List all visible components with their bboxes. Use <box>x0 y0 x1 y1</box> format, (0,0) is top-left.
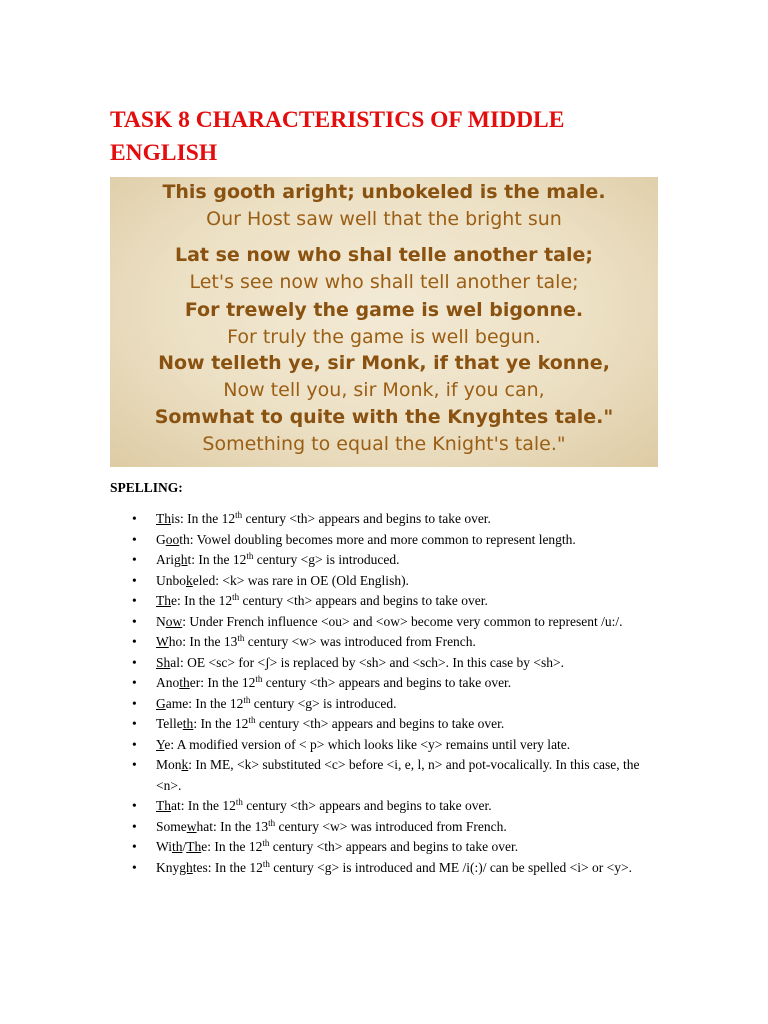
poem-line: Something to equal the Knight's tale." <box>202 433 566 455</box>
list-item: • Somewhat: In the 13th century <w> was introduced from French. <box>110 817 650 838</box>
list-item: • Aright: In the 12th century <g> is introduced. <box>110 550 650 571</box>
list-item: • Knyghtes: In the 12th century <g> is introduced and ME /i(:)/ can be spelled <i> or <y>. <box>110 858 650 879</box>
poem-line: Somwhat to quite with the Knyghtes tale." <box>154 406 614 428</box>
list-item: • This: In the 12th century <th> appears and begins to take over. <box>110 509 650 530</box>
poem-line: Our Host saw well that the bright sun <box>206 208 562 230</box>
spelling-term: Ye <box>156 736 171 752</box>
list-item: • Ye: A modified version of < p> which looks like <y> remains until very late. <box>110 735 650 756</box>
list-item: • That: In the 12th century <th> appears and begins to take over. <box>110 796 650 817</box>
spelling-term: Somewhat <box>156 818 214 834</box>
spelling-term: Aright <box>156 552 192 567</box>
spelling-term: Now <box>156 613 183 629</box>
list-item: • Telleth: In the 12th century <th> appears and begins to take over. <box>110 714 650 735</box>
spelling-term: Unbokeled <box>156 572 216 588</box>
spelling-term: With/The <box>156 839 208 854</box>
list-item: • Monk: In ME, <k> substituted <c> before <i, e, l, n> and pot-vocalically. In this case, the <n>. <box>110 755 650 796</box>
spelling-term: Gooth <box>156 531 190 547</box>
spelling-term: Another <box>156 675 201 690</box>
list-item: • Unbokeled: <k> was rare in OE (Old English). <box>110 571 650 592</box>
poem-line: For trewely the game is wel bigonne. <box>184 299 584 321</box>
poem-line: Now telleth ye, sir Monk, if that ye konne, <box>158 352 610 374</box>
poem-line: Lat se now who shal telle another tale; <box>175 244 593 266</box>
spelling-term: That <box>156 798 181 813</box>
spelling-heading: SPELLING: <box>110 480 183 495</box>
spelling-term: The <box>156 593 177 608</box>
list-item: • Who: In the 13th century <w> was introduced from French. <box>110 632 650 653</box>
spelling-term: Game <box>156 695 189 711</box>
poem-line: For truly the game is well begun. <box>227 326 541 348</box>
list-item: • Game: In the 12th century <g> is introduced. <box>110 694 650 715</box>
page-title: TASK 8 CHARACTERISTICS OF MIDDLE ENGLISH <box>110 107 565 166</box>
list-item: • Gooth: Vowel doubling becomes more and more common to represent length. <box>110 530 650 551</box>
spelling-term: Monk <box>156 757 189 772</box>
list-item: • Shal: OE <sc> for <ʃ> is replaced by <sh> and <sch>. In this case by <sh>. <box>110 653 650 674</box>
spelling-list <box>110 509 650 878</box>
spelling-term: Telleth <box>156 716 194 731</box>
list-item: • With/The: In the 12th century <th> appears and begins to take over. <box>110 837 650 858</box>
chaucer-excerpt-image <box>110 177 658 467</box>
poem-line: This gooth aright; unbokeled is the male. <box>162 181 606 203</box>
poem-line: Now tell you, sir Monk, if you can, <box>223 379 545 401</box>
list-item: • Now: Under French influence <ou> and <ow> become very common to represent /u:/. <box>110 612 650 633</box>
spelling-term: Knyghtes <box>156 859 208 875</box>
spelling-term: Shal <box>156 654 181 670</box>
spelling-term: Who <box>156 634 183 649</box>
list-item: • The: In the 12th century <th> appears and begins to take over. <box>110 591 650 612</box>
list-item: • Another: In the 12th century <th> appears and begins to take over. <box>110 673 650 694</box>
spelling-term: This <box>156 511 181 526</box>
poem-line: Let's see now who shall tell another tale; <box>189 271 579 293</box>
